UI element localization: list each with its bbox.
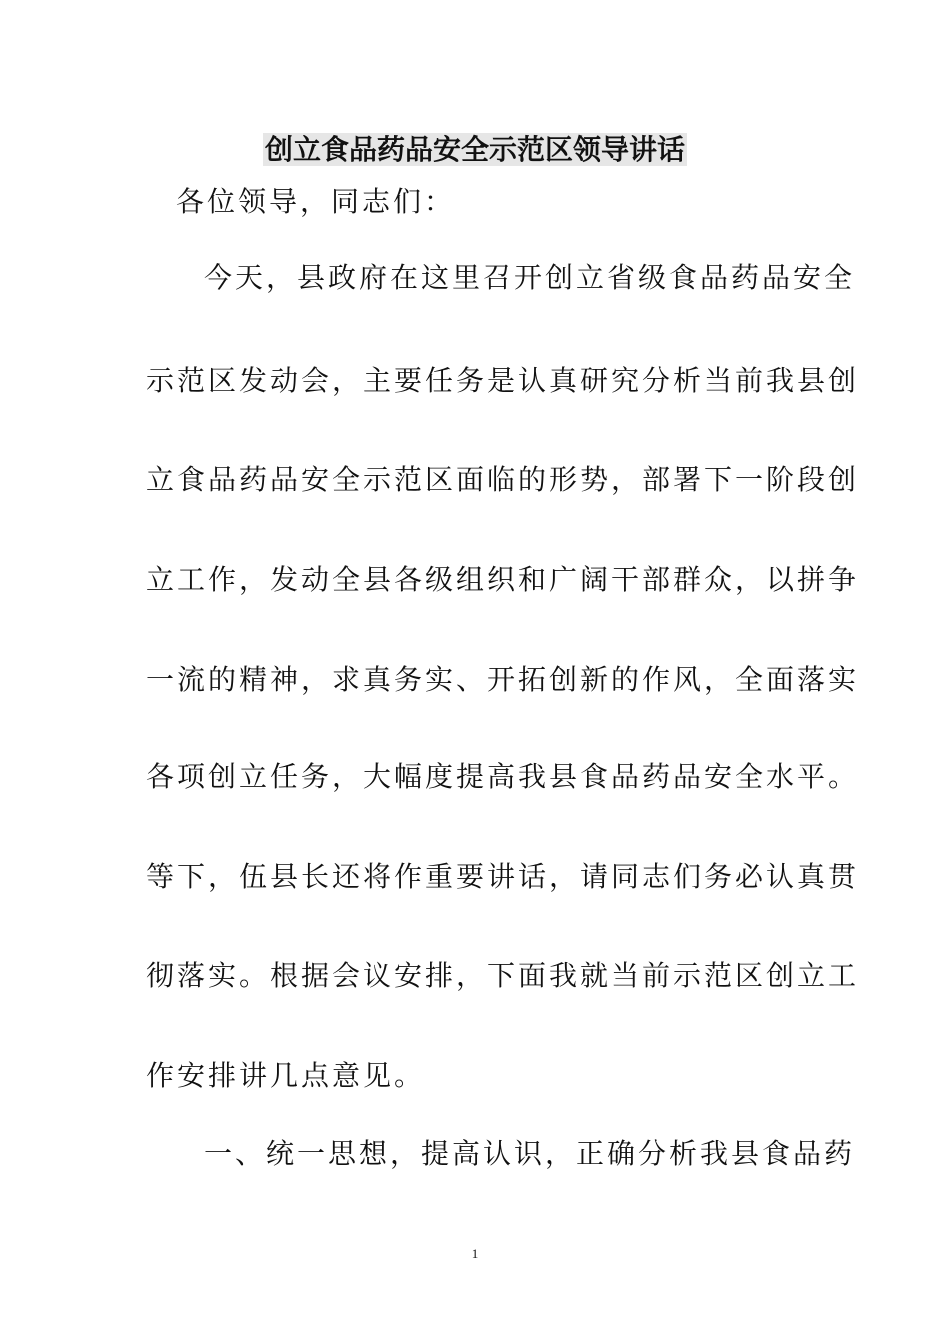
body-line-7: 等下，伍县长还将作重要讲话，请同志们务必认真贯 xyxy=(146,860,860,893)
body-line-3: 立食品药品安全示范区面临的形势，部署下一阶段创 xyxy=(146,463,860,496)
body-line-6: 各项创立任务，大幅度提高我县食品药品安全水平。 xyxy=(146,760,860,793)
greeting: 各位领导，同志们： xyxy=(176,185,456,218)
body-line-2: 示范区发动会，主要任务是认真研究分析当前我县创 xyxy=(146,364,860,397)
section-heading-1: 一、统一思想，提高认识，正确分析我县食品药 xyxy=(204,1137,856,1170)
body-line-9: 作安排讲几点意见。 xyxy=(146,1059,426,1092)
page-number: 1 xyxy=(471,1246,479,1261)
body-line-1: 今天，县政府在这里召开创立省级食品药品安全 xyxy=(204,261,856,294)
body-line-5: 一流的精神，求真务实、开拓创新的作风，全面落实 xyxy=(146,663,860,696)
body-line-8: 彻落实。根据会议安排，下面我就当前示范区创立工 xyxy=(146,959,860,992)
document-title-text: 创立食品药品安全示范区领导讲话 xyxy=(264,133,685,166)
body-line-4: 立工作，发动全县各级组织和广阔干部群众，以拼争 xyxy=(146,563,860,596)
document-title xyxy=(0,132,950,168)
